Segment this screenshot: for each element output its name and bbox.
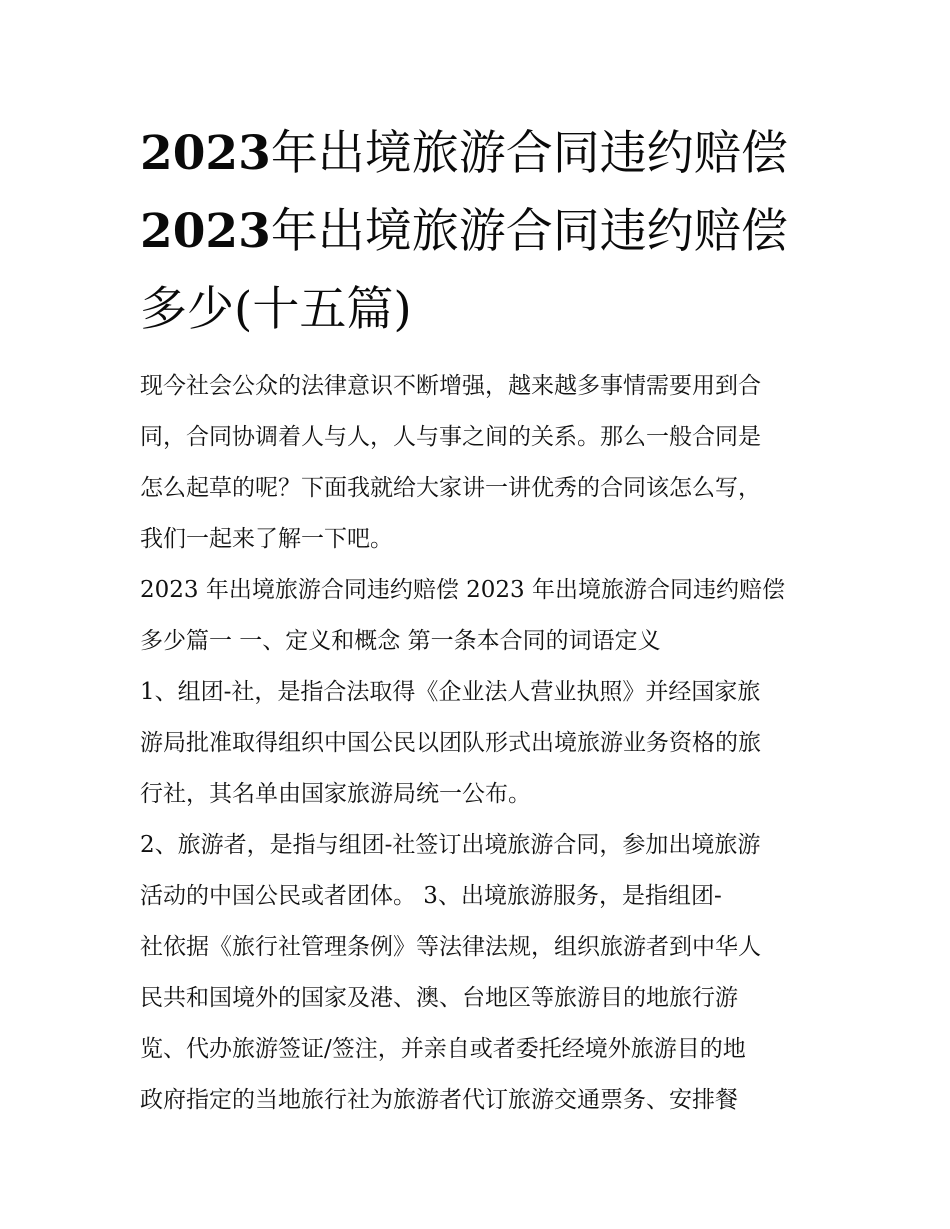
title-year: 2023 — [140, 204, 271, 259]
title-line — [140, 271, 815, 349]
title-text: 年出境旅游合同违约赔偿 — [270, 126, 788, 181]
text-line: 览、代办旅游签证/签注，并亲自或者委托经境外旅游目的地 — [140, 1036, 746, 1062]
title-text: 年出境旅游合同违约赔偿 — [270, 204, 788, 259]
title-year: 2023 — [140, 126, 271, 181]
text-line: 现今社会公众的法律意识不断增强，越来越多事情需要用到合 — [140, 373, 761, 399]
text-line: 2、旅游者，是指与组团-社签订出境旅游合同，参加出境旅游 — [140, 832, 761, 858]
text-line: 怎么起草的呢？下面我就给大家讲一讲优秀的合同该怎么写， — [140, 475, 761, 501]
text-line: 政府指定的当地旅行社为旅游者代订旅游交通票务、安排餐 — [140, 1087, 738, 1113]
text-line: 2023 年出境旅游合同违约赔偿 2023 年出境旅游合同违约赔偿 — [140, 577, 785, 603]
title-line — [140, 115, 815, 193]
document-body — [140, 115, 815, 1126]
document-text — [140, 361, 815, 1126]
text-line: 多少篇一 一、定义和概念 第一条本合同的词语定义 — [140, 628, 661, 654]
title-line — [140, 193, 815, 271]
document-title — [140, 115, 815, 349]
text-line: 民共和国境外的国家及港、澳、台地区等旅游目的地旅行游 — [140, 985, 738, 1011]
text-line: 游局批准取得组织中国公民以团队形式出境旅游业务资格的旅 — [140, 730, 761, 756]
text-line: 行社，其名单由国家旅游局统一公布。 — [140, 781, 531, 807]
text-line: 我们一起来了解一下吧。 — [140, 526, 393, 552]
text-line: 社依据《旅行社管理条例》等法律法规，组织旅游者到中华人 — [140, 934, 761, 960]
text-line: 同，合同协调着人与人，人与事之间的关系。那么一般合同是 — [140, 424, 761, 450]
text-line: 1、组团-社，是指合法取得《企业法人营业执照》并经国家旅 — [140, 679, 761, 705]
title-text: 多少(十五篇) — [140, 282, 412, 337]
text-line: 活动的中国公民或者团体。 3、出境旅游服务，是指组团- — [140, 883, 722, 909]
